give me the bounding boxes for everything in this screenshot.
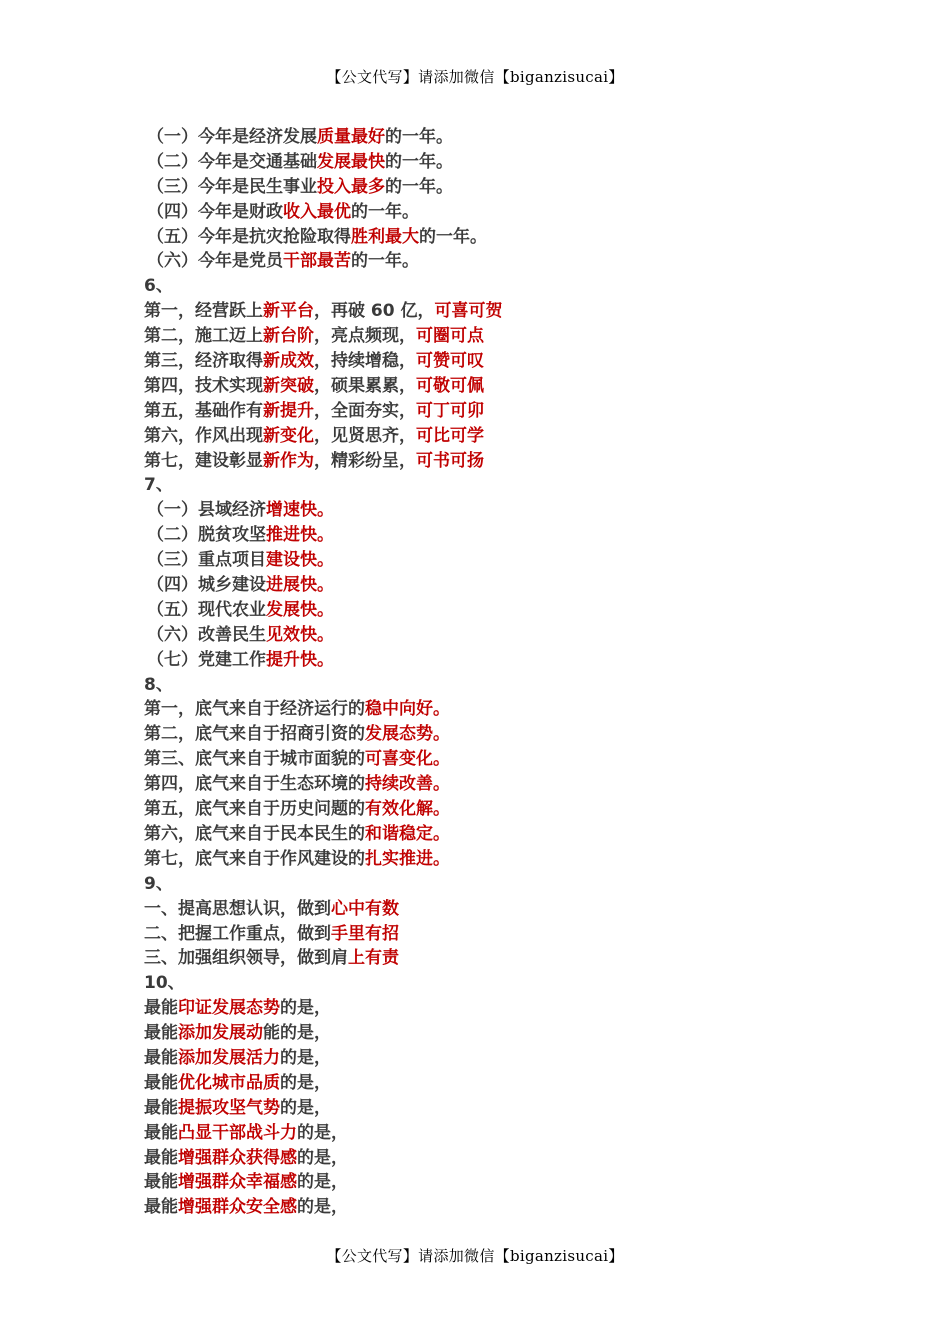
highlighted-phrase: 稳中向好。 xyxy=(365,699,450,720)
text-line xyxy=(144,374,844,399)
text-line xyxy=(144,324,844,349)
text-segment: 第七，底气来自于作风建设的 xyxy=(144,848,365,869)
text-segment: 第六，底气来自于民本民生的 xyxy=(144,823,365,844)
text-segment: 最能 xyxy=(144,1122,178,1143)
text-segment: 最能 xyxy=(144,998,178,1019)
text-segment: ，亮点频现， xyxy=(314,326,416,347)
text-line xyxy=(144,623,844,648)
text-segment: 第三，经济取得 xyxy=(144,351,263,372)
text-line xyxy=(144,697,844,722)
text-line xyxy=(144,573,844,598)
text-segment: 第五，底气来自于历史问题的 xyxy=(144,799,365,820)
highlighted-phrase: 印证发展态势 xyxy=(178,998,280,1019)
text-segment: 的一年。 xyxy=(351,251,419,272)
text-segment: 的是， xyxy=(297,1122,348,1143)
highlighted-phrase: 新突破 xyxy=(263,375,314,396)
text-line xyxy=(144,225,844,250)
text-line xyxy=(144,299,844,324)
text-segment: （三）重点项目 xyxy=(147,550,266,571)
highlighted-phrase: 新提升 xyxy=(263,400,314,421)
text-segment: 的一年。 xyxy=(385,176,453,197)
text-segment: 最能 xyxy=(144,1097,178,1118)
highlighted-phrase: 凸显干部战斗力 xyxy=(178,1122,297,1143)
text-line xyxy=(144,1096,844,1121)
text-segment: 能的是， xyxy=(263,1023,331,1044)
highlighted-phrase: 扎实推进。 xyxy=(365,848,450,869)
highlighted-phrase: 增强群众获得感 xyxy=(178,1147,297,1168)
text-line xyxy=(144,498,844,523)
text-line xyxy=(144,274,844,299)
highlighted-phrase: 质量最好 xyxy=(317,127,385,147)
highlighted-phrase: 有效化解。 xyxy=(365,799,450,820)
text-line xyxy=(144,1046,844,1071)
highlighted-phrase: 干部最苦 xyxy=(283,251,351,272)
text-segment: （一）县域经济 xyxy=(147,500,266,521)
text-segment: （五）今年是抗灾抢险取得 xyxy=(147,226,351,247)
text-line xyxy=(144,772,844,797)
text-line xyxy=(144,897,844,922)
text-line xyxy=(144,747,844,772)
text-line xyxy=(144,449,844,474)
text-line xyxy=(144,996,844,1021)
highlighted-phrase: 手里有招 xyxy=(331,923,399,944)
text-segment: 三、加强组织领导，做到肩 xyxy=(144,948,348,969)
highlighted-phrase: 提升快。 xyxy=(266,649,334,670)
text-segment: 最能 xyxy=(144,1023,178,1044)
highlighted-phrase: 收入最优 xyxy=(283,201,351,222)
text-line xyxy=(144,200,844,225)
text-segment: （六）改善民生 xyxy=(147,624,266,645)
document-body xyxy=(144,125,844,1220)
text-segment: 8、 xyxy=(144,674,173,695)
text-segment: 第一，经营跃上 xyxy=(144,301,263,322)
text-segment: （七）党建工作 xyxy=(147,649,266,670)
highlighted-phrase: 发展快。 xyxy=(266,599,334,620)
text-segment: 第二，施工迈上 xyxy=(144,326,263,347)
text-segment: 第四，底气来自于生态环境的 xyxy=(144,774,365,795)
highlighted-phrase: 推进快。 xyxy=(266,525,334,546)
text-segment: 的是， xyxy=(280,1072,331,1093)
highlighted-phrase: 新平台 xyxy=(263,301,314,322)
text-line xyxy=(144,1121,844,1146)
text-segment: 最能 xyxy=(144,1172,178,1193)
highlighted-phrase: 和谐稳定。 xyxy=(365,823,450,844)
text-segment: 6、 xyxy=(144,276,173,297)
text-line xyxy=(144,1170,844,1195)
highlighted-phrase: 增速快。 xyxy=(266,500,334,521)
text-line xyxy=(144,922,844,947)
highlighted-phrase: 可敬可佩 xyxy=(416,375,484,396)
highlighted-phrase: 新成效 xyxy=(263,351,314,372)
highlighted-phrase: 建设快。 xyxy=(266,550,334,571)
highlighted-phrase: 添加发展活力 xyxy=(178,1047,280,1068)
text-segment: （五）现代农业 xyxy=(147,599,266,620)
highlighted-phrase: 进展快。 xyxy=(266,575,334,596)
highlighted-phrase: 新作为 xyxy=(263,450,314,471)
text-segment: 7、 xyxy=(144,475,173,496)
text-segment: （二）脱贫攻坚 xyxy=(147,525,266,546)
highlighted-phrase: 可赞可叹 xyxy=(416,351,484,372)
text-segment: 的一年。 xyxy=(385,127,453,147)
text-line xyxy=(144,1021,844,1046)
text-line xyxy=(144,175,844,200)
text-line xyxy=(144,1146,844,1171)
highlighted-phrase: 胜利最大 xyxy=(351,226,419,247)
text-segment: ，全面夯实， xyxy=(314,400,416,421)
text-segment: ，见贤思齐， xyxy=(314,425,416,446)
highlighted-phrase: 可喜可贺 xyxy=(434,301,503,322)
text-segment: ，持续增稳， xyxy=(314,351,416,372)
text-segment: 最能 xyxy=(144,1072,178,1093)
highlighted-phrase: 上有责 xyxy=(348,948,399,969)
text-segment: ，精彩纷呈， xyxy=(314,450,416,471)
text-line xyxy=(144,822,844,847)
highlighted-phrase: 增强群众幸福感 xyxy=(178,1172,297,1193)
text-line xyxy=(144,249,844,274)
text-segment: （一）今年是经济发展 xyxy=(147,127,317,147)
text-segment: 第二，底气来自于招商引资的 xyxy=(144,724,365,745)
highlighted-phrase: 添加发展动 xyxy=(178,1023,263,1044)
text-line xyxy=(144,673,844,698)
text-line xyxy=(144,349,844,374)
text-line xyxy=(144,523,844,548)
text-segment: 最能 xyxy=(144,1047,178,1068)
text-line xyxy=(144,847,844,872)
text-segment: （六）今年是党员 xyxy=(147,251,283,272)
highlighted-phrase: 新变化 xyxy=(263,425,314,446)
text-line xyxy=(144,125,844,150)
header-banner: 【公文代写】请添加微信【biganzisucai】 xyxy=(326,68,624,86)
text-line xyxy=(144,971,844,996)
highlighted-phrase: 发展最快 xyxy=(317,151,385,172)
highlighted-phrase: 投入最多 xyxy=(317,176,385,197)
highlighted-phrase: 可丁可卯 xyxy=(416,400,484,421)
text-segment: 第五，基础作有 xyxy=(144,400,263,421)
text-line xyxy=(144,648,844,673)
text-segment: 第四，技术实现 xyxy=(144,375,263,396)
text-segment: （四）今年是财政 xyxy=(147,201,283,222)
highlighted-phrase: 增强群众安全感 xyxy=(178,1197,297,1218)
text-segment: 的是， xyxy=(297,1172,348,1193)
text-segment: 第六，作风出现 xyxy=(144,425,263,446)
text-segment: 的是， xyxy=(280,998,331,1019)
text-segment: 的是， xyxy=(280,1097,331,1118)
text-line xyxy=(144,797,844,822)
text-line xyxy=(144,946,844,971)
highlighted-phrase: 新台阶 xyxy=(263,326,314,347)
text-line xyxy=(144,150,844,175)
text-line xyxy=(144,722,844,747)
text-line xyxy=(144,548,844,573)
highlighted-phrase: 可圈可点 xyxy=(416,326,484,347)
highlighted-phrase: 提振攻坚气势 xyxy=(178,1097,280,1118)
footer-banner: 【公文代写】请添加微信【biganzisucai】 xyxy=(326,1247,624,1265)
text-segment: 最能 xyxy=(144,1197,178,1218)
text-segment: 第七，建设彰显 xyxy=(144,450,263,471)
text-segment: 10、 xyxy=(144,973,185,994)
text-segment: 二、把握工作重点，做到 xyxy=(144,923,331,944)
text-segment: （三）今年是民生事业 xyxy=(147,176,317,197)
highlighted-phrase: 心中有数 xyxy=(331,898,399,919)
highlighted-phrase: 可比可学 xyxy=(416,425,484,446)
text-segment: （四）城乡建设 xyxy=(147,575,266,596)
text-segment: 的是， xyxy=(297,1197,348,1218)
highlighted-phrase: 可喜变化。 xyxy=(365,749,450,770)
text-segment: 一、提高思想认识，做到 xyxy=(144,898,331,919)
highlighted-phrase: 见效快。 xyxy=(266,624,334,645)
text-segment: 的一年。 xyxy=(419,226,487,247)
text-segment: ，硕果累累， xyxy=(314,375,416,396)
highlighted-phrase: 可书可扬 xyxy=(416,450,484,471)
text-segment: 的一年。 xyxy=(385,151,453,172)
text-segment: 第三、底气来自于城市面貌的 xyxy=(144,749,365,770)
highlighted-phrase: 优化城市品质 xyxy=(178,1072,280,1093)
text-segment: 的一年。 xyxy=(351,201,419,222)
text-segment: 最能 xyxy=(144,1147,178,1168)
text-line xyxy=(144,1071,844,1096)
text-line xyxy=(144,399,844,424)
text-line xyxy=(144,473,844,498)
text-segment: 9、 xyxy=(144,873,173,894)
text-segment: 的是， xyxy=(280,1047,331,1068)
text-line xyxy=(144,1195,844,1220)
text-line xyxy=(144,872,844,897)
text-line xyxy=(144,424,844,449)
text-segment: （二）今年是交通基础 xyxy=(147,151,317,172)
text-segment: 的是， xyxy=(297,1147,348,1168)
highlighted-phrase: 持续改善。 xyxy=(365,774,450,795)
text-segment: 第一，底气来自于经济运行的 xyxy=(144,699,365,720)
text-line xyxy=(144,598,844,623)
highlighted-phrase: 发展态势。 xyxy=(365,724,450,745)
text-segment: ，再破 60 亿， xyxy=(314,301,435,322)
